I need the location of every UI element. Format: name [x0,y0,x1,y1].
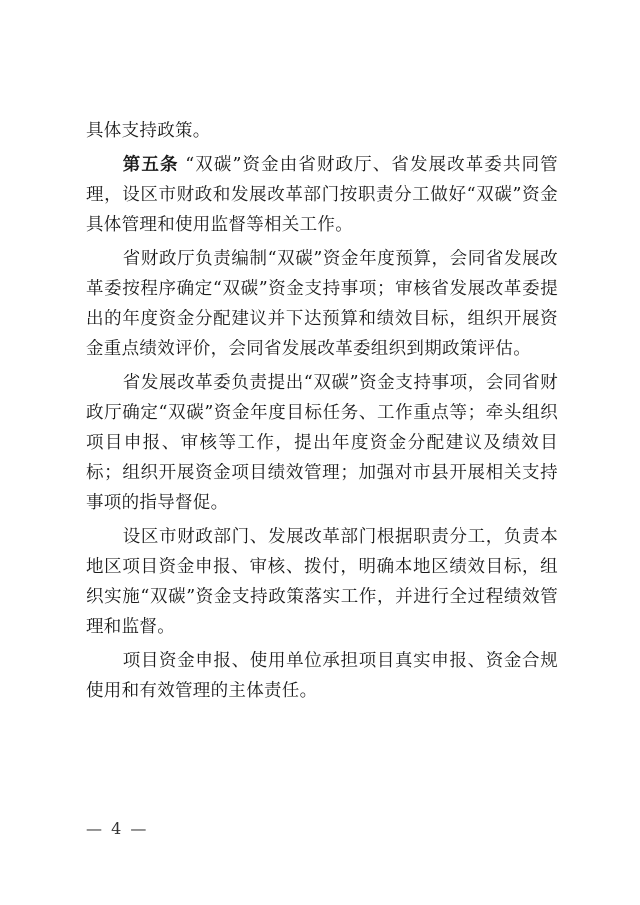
paragraph-finance-dept: 省财政厅负责编制“双碳”资金年度预算，会同省发展改革委按程序确定“双碳”资金支持事项；审核省发展改革委提出的年度资金分配建议并下达预算和绩效目标，组织开展资金重点绩效评价，会同省发展改革委组织到期政策评估。 [86,249,558,359]
page-number: — 4 — [86,819,149,838]
article-5-paragraph [86,150,558,240]
paragraph-project-units: 项目资金申报、使用单位承担项目真实申报、资金合规使用和有效管理的主体责任。 [86,651,558,701]
paragraph-development-commission: 省发展改革委负责提出“双碳”资金支持事项，会同省财政厅确定“双碳”资金年度目标任务、工作重点等；牵头组织项目申报、审核等工作，提出年度资金分配建议及绩效目标；组织开展资金项目绩效管理；加强对市县开展相关支持事项的指导督促。 [86,373,558,513]
paragraph-city-departments: 设区市财政部门、发展改革部门根据职责分工，负责本地区项目资金申报、审核、拨付，明确本地区绩效目标，组织实施“双碳”资金支持政策落实工作，并进行全过程绩效管理和监督。 [86,527,558,637]
document-body [86,116,558,710]
article-5-text: “双碳”资金由省财政厅、省发展改革委共同管理，设区市财政和发展改革部门按职责分工做好“双碳”资金具体管理和使用监督等相关工作。 [86,155,558,235]
article-5-heading: 第五条 [122,155,179,175]
continuation-paragraph: 具体支持政策。 [86,121,211,141]
